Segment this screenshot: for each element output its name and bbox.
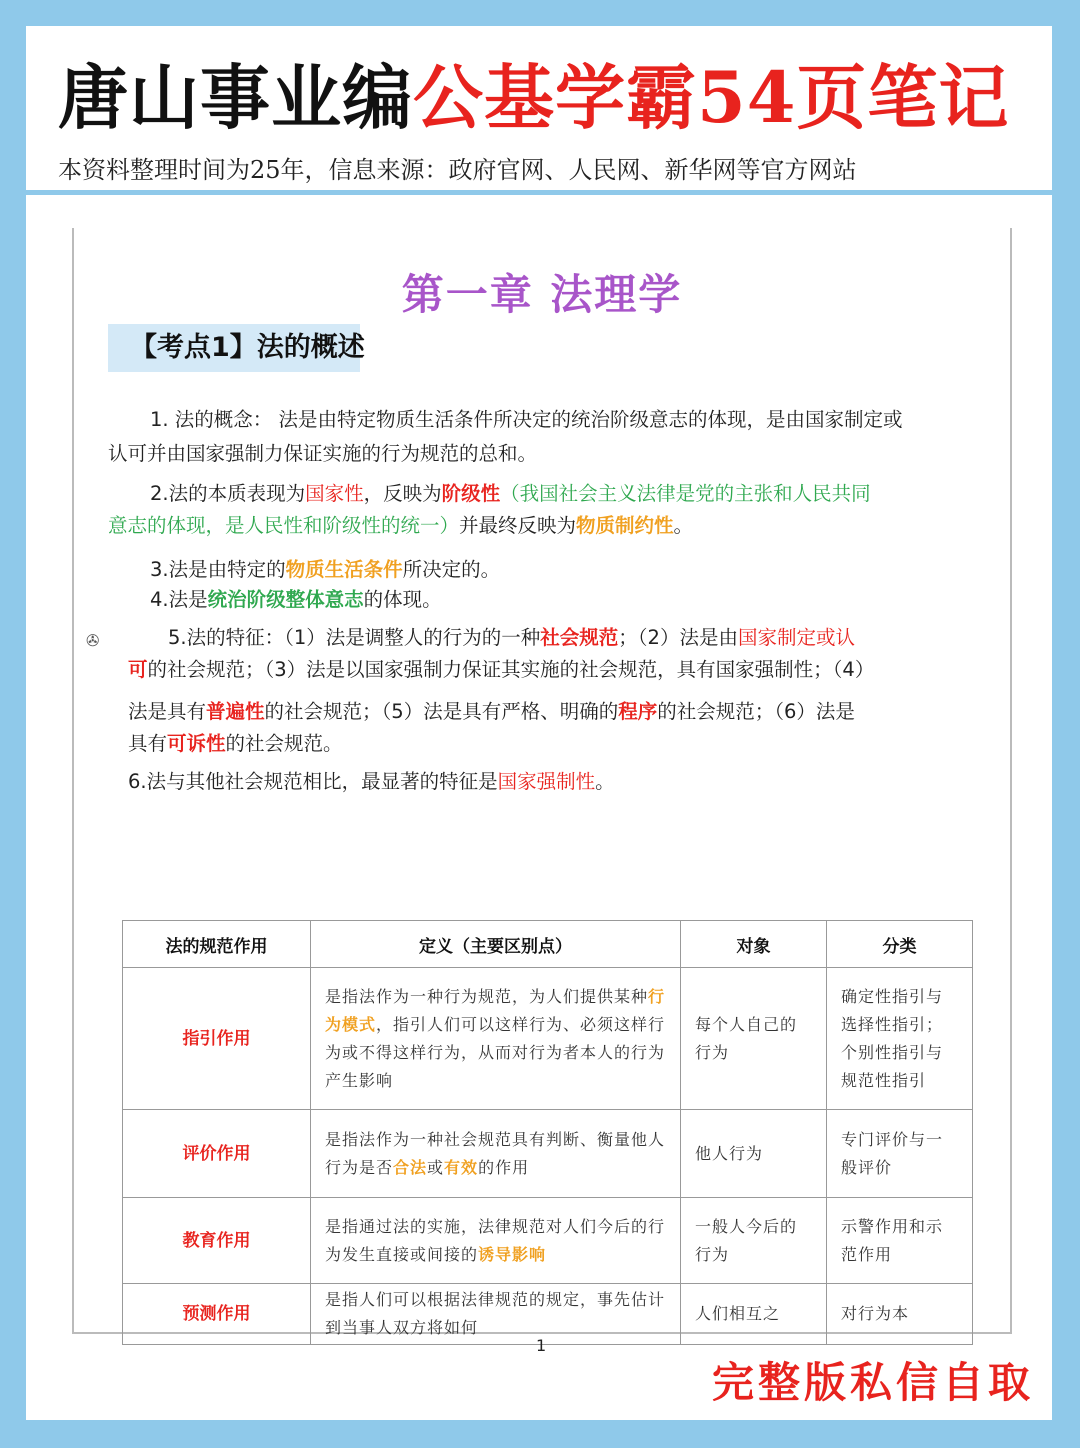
def-text: 是指通过法的实施，法律规范对人们今后的行为发生直接或间接的 (325, 1216, 666, 1264)
row-category: 对行为本 (827, 1284, 973, 1345)
p5-ke: 可 (128, 658, 148, 681)
table-header: 对象 (681, 921, 827, 968)
row-name: 预测作用 (123, 1284, 311, 1345)
p5-text-l: 具有 (128, 732, 168, 755)
def-text: ，指引人们可以这样行为、必须这样行为或不得这样行为，从而对行为者本人的行为产生影响 (325, 1014, 666, 1090)
row-definition (311, 968, 681, 1110)
row-name: 评价作用 (123, 1110, 311, 1198)
p5-text-c: ；（2）法是由 (618, 626, 738, 649)
table-header: 分类 (827, 921, 973, 968)
p5-text-i: 的社会规范；（5）法是具有严格、明确的 (264, 700, 619, 723)
row-name: 教育作用 (123, 1198, 311, 1284)
p3-text-a: 3.法是由特定的 (150, 558, 286, 581)
p5-chengxu: 程序 (618, 700, 658, 723)
table-row (123, 968, 973, 1110)
p2-green-note-b: 意志的体现，是人民性和阶级性的统一） (108, 514, 460, 537)
p4-text-c: 的体现。 (363, 588, 442, 611)
paragraph-1-line-1: 1. 法的概念： 法是由特定物质生活条件所决定的统治阶级意志的体现，是由国家制定或 (150, 408, 903, 431)
p3-text-c: 所决定的。 (402, 558, 501, 581)
p4-highlight: 统治阶级整体意志 (207, 588, 364, 611)
row-object: 他人行为 (681, 1110, 827, 1198)
paragraph-5-line-2 (128, 654, 874, 686)
def-highlight: 合法 (393, 1157, 428, 1177)
p5-text-k: 的社会规范；（6）法是 (657, 700, 855, 723)
paragraph-5-line-4 (128, 728, 343, 760)
def-text: 的作用 (478, 1157, 530, 1177)
header-title (58, 48, 1009, 148)
def-text: 或 (427, 1157, 445, 1177)
header-subtitle: 本资料整理时间为25年，信息来源：政府官网、人民网、新华网等官方网站 (58, 156, 857, 184)
paragraph-2-line-1 (150, 478, 871, 510)
p5-guojiazhiding: 国家制定或认 (737, 626, 855, 649)
p5-shehuiguifan: 社会规范 (540, 626, 619, 649)
poster-frame (26, 26, 1052, 1420)
p5-text-f: 的社会规范；（3）法是以国家强制力保证其实施的社会规范，具有国家强制性；（4） (147, 658, 875, 681)
p5-kesuxing: 可诉性 (167, 732, 226, 755)
page-number: 1 (536, 1336, 547, 1355)
paragraph-5-line-1 (168, 622, 855, 654)
row-object: 人们相互之 (681, 1284, 827, 1345)
p6-text-a: 6.法与其他社会规范相比，最显著的特征是 (128, 770, 498, 793)
kaodian-heading: 【考点1】法的概述 (108, 324, 360, 372)
def-text: 是指法作为一种行为规范，为人们提供某种 (325, 986, 649, 1006)
cta-text: 完整版私信自取 (711, 1358, 1034, 1407)
table-header: 定义（主要区别点） (311, 921, 681, 968)
p2-text-c: ，反映为 (363, 482, 442, 505)
row-definition (311, 1198, 681, 1284)
row-category: 示警作用和示范作用 (827, 1198, 973, 1284)
row-category: 专门评价与一般评价 (827, 1110, 973, 1198)
row-category: 确定性指引与选择性指引；个别性指引与规范性指引 (827, 968, 973, 1110)
row-name: 指引作用 (123, 968, 311, 1110)
p4-text-a: 4.法是 (150, 588, 208, 611)
paragraph-4 (150, 584, 442, 616)
header-divider (18, 190, 1064, 195)
p2-guojiaxing: 国家性 (305, 482, 364, 505)
paragraph-5-line-3 (128, 696, 855, 728)
table-row (123, 1110, 973, 1198)
paragraph-6 (128, 766, 615, 798)
row-definition: 是指人们可以根据法律规范的规定，事先估计到当事人双方将如何 (311, 1284, 681, 1345)
row-definition (311, 1110, 681, 1198)
p5-pubianxing: 普遍性 (206, 700, 265, 723)
paragraph-2-line-2 (108, 510, 693, 542)
def-highlight: 有效 (444, 1157, 479, 1177)
table-header-row (123, 921, 973, 968)
title-black-part: 唐山事业编 (58, 56, 413, 139)
p5-text-n: 的社会规范。 (225, 732, 343, 755)
def-highlight: 行为模式 (325, 986, 666, 1034)
law-function-table (122, 920, 973, 1345)
p6-guojiaqiangzhixing: 国家强制性 (497, 770, 596, 793)
revision-mark-icon: ✇ (86, 631, 100, 650)
p2-wuzhizhiyuexing: 物质制约性 (576, 514, 674, 537)
p6-text-c: 。 (595, 770, 615, 793)
p2-green-note-a: （我国社会主义法律是党的主张和人民共同 (500, 482, 871, 505)
p2-jiejixing: 阶级性 (441, 482, 501, 505)
table-header: 法的规范作用 (123, 921, 311, 968)
row-object: 每个人自己的行为 (681, 968, 827, 1110)
chapter-title: 第一章 法理学 (401, 270, 683, 319)
p3-highlight: 物质生活条件 (285, 558, 403, 581)
p2-text-a: 2.法的本质表现为 (150, 482, 306, 505)
def-text: 是指法作为一种社会规范具有判断、衡量他人行为是否 (325, 1129, 666, 1177)
p5-text-a: 5.法的特征：（1）法是调整人的行为的一种 (168, 626, 541, 649)
table-row (123, 1284, 973, 1345)
p2-text-g: 并最终反映为 (459, 514, 577, 537)
p5-text-g: 法是具有 (128, 700, 207, 723)
document-page (72, 228, 1012, 1337)
title-red-part: 公基学霸54页笔记 (413, 56, 1010, 139)
row-object: 一般人今后的行为 (681, 1198, 827, 1284)
p2-text-i: 。 (673, 514, 694, 537)
def-highlight: 诱导影响 (478, 1244, 547, 1264)
paragraph-1-line-2: 认可并由国家强制力保证实施的行为规范的总和。 (108, 442, 538, 465)
paragraph-3 (150, 554, 500, 586)
table-row (123, 1198, 973, 1284)
